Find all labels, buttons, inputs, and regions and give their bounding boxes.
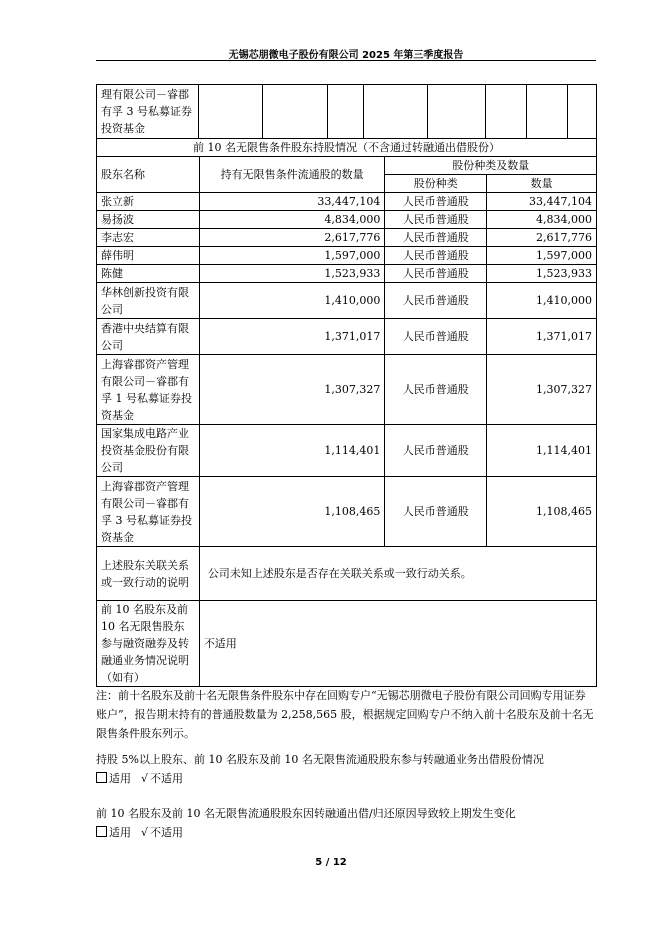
table-row: [97, 211, 597, 229]
empty-cell: [198, 85, 262, 139]
checkbox-empty-icon: [96, 772, 107, 783]
checkmark-icon: √: [141, 826, 149, 839]
relation-text: 公司未知上述股东是否存在关联关系或一致行动关系。: [199, 547, 596, 601]
col-header-type: 股份种类: [385, 175, 487, 193]
holder-quantity: 1,597,000: [199, 247, 385, 265]
holder-quantity: 2,617,776: [199, 229, 385, 247]
share-count: 1,114,401: [487, 425, 597, 477]
relation-label: 上述股东关联关系或一致行动的说明: [97, 547, 200, 601]
empty-cell: [428, 85, 486, 139]
share-count: 1,108,465: [487, 477, 597, 547]
holder-name: 易扬波: [97, 211, 200, 229]
table-row: [97, 265, 597, 283]
share-type: 人民币普通股: [385, 211, 487, 229]
section-change-title: 前 10 名股东及前 10 名无限售流通股股东因转融通出借/归还原因导致较上期发生变化: [96, 807, 516, 820]
share-type: 人民币普通股: [385, 265, 487, 283]
margin-trading-label: 前 10 名股东及前 10 名无限售股东参与融资融券及转融通业务情况说明（如有）: [97, 601, 200, 687]
relation-row: [97, 547, 597, 601]
option-applicable: 适用: [109, 772, 131, 785]
option-not-applicable: 不适用: [150, 826, 184, 839]
report-header: 无锡芯朋微电子股份有限公司 2025 年第三季度报告: [228, 50, 464, 61]
table-row: [97, 425, 597, 477]
table-row: [97, 283, 597, 319]
margin-trading-row: [97, 601, 597, 687]
section-change-options: [96, 823, 596, 842]
checkmark-icon: √: [141, 772, 149, 785]
share-type: 人民币普通股: [385, 247, 487, 265]
option-applicable: 适用: [109, 826, 131, 839]
table-row: [97, 229, 597, 247]
holder-quantity: 4,834,000: [199, 211, 385, 229]
holder-quantity: 1,410,000: [199, 283, 385, 319]
holder-name: 陈健: [97, 265, 200, 283]
share-type: 人民币普通股: [385, 425, 487, 477]
section-lending-options: [96, 769, 596, 788]
share-type: 人民币普通股: [385, 477, 487, 547]
holder-name: 张立新: [97, 193, 200, 211]
empty-cell: [486, 85, 527, 139]
share-count: 33,447,104: [487, 193, 597, 211]
top10-unrestricted-table: [96, 138, 597, 687]
share-count: 1,410,000: [487, 283, 597, 319]
share-count: 4,834,000: [487, 211, 597, 229]
holder-name: 薛伟明: [97, 247, 200, 265]
table-row: [97, 477, 597, 547]
holder-quantity: 1,523,933: [199, 265, 385, 283]
share-count: 1,307,327: [487, 355, 597, 425]
share-count: 1,523,933: [487, 265, 597, 283]
col-header-qty: 持有无限售条件流通股的数量: [199, 157, 385, 193]
col-header-count: 数量: [487, 175, 597, 193]
margin-trading-text: 不适用: [199, 601, 596, 687]
option-not-applicable: 不适用: [150, 772, 184, 785]
empty-cell: [527, 85, 568, 139]
share-count: 1,371,017: [487, 319, 597, 355]
share-type: 人民币普通股: [385, 319, 487, 355]
share-type: 人民币普通股: [385, 355, 487, 425]
checkbox-empty-icon: [96, 826, 107, 837]
header-rule: [96, 60, 596, 61]
table-row: [97, 247, 597, 265]
holder-quantity: 1,114,401: [199, 425, 385, 477]
col-header-name: 股东名称: [97, 157, 200, 193]
col-header-type-group: 股份种类及数量: [385, 157, 597, 175]
section-lending-title: 持股 5%以上股东、前 10 名股东及前 10 名无限售流通股股东参与转融通业务出借股份情况: [96, 753, 544, 766]
share-type: 人民币普通股: [385, 193, 487, 211]
holder-quantity: 1,108,465: [199, 477, 385, 547]
holder-name: 华林创新投资有限公司: [97, 283, 200, 319]
table-row: [97, 193, 597, 211]
empty-cell: [568, 85, 597, 139]
empty-cell: [263, 85, 328, 139]
share-count: 2,617,776: [487, 229, 597, 247]
page-number: 5 / 12: [315, 857, 347, 868]
continuation-table: [96, 84, 597, 139]
table-row: [97, 319, 597, 355]
continuation-holder-name: 理有限公司－睿郡有孚 3 号私募证券投资基金: [97, 85, 199, 139]
holder-quantity: 1,371,017: [199, 319, 385, 355]
share-type: 人民币普通股: [385, 229, 487, 247]
empty-cell: [328, 85, 364, 139]
holder-name: 香港中央结算有限公司: [97, 319, 200, 355]
empty-cell: [364, 85, 428, 139]
holder-quantity: 1,307,327: [199, 355, 385, 425]
holder-name: 上海睿郡资产管理有限公司－睿郡有孚 3 号私募证券投资基金: [97, 477, 200, 547]
holder-name: 李志宏: [97, 229, 200, 247]
holder-name: 国家集成电路产业投资基金股份有限公司: [97, 425, 200, 477]
table-title: 前 10 名无限售条件股东持股情况（不含通过转融通出借股份）: [97, 139, 597, 157]
footnote: 注：前十名股东及前十名无限售条件股东中存在回购专户“无锡芯朋微电子股份有限公司回购专用证券账户”，报告期末持有的普通股数量为 2,258,565 股，根据规定回购专户不纳入前十名股东及前十名无限售条件股东列示。: [96, 689, 594, 740]
share-count: 1,597,000: [487, 247, 597, 265]
holder-quantity: 33,447,104: [199, 193, 385, 211]
holder-name: 上海睿郡资产管理有限公司－睿郡有孚 1 号私募证券投资基金: [97, 355, 200, 425]
share-type: 人民币普通股: [385, 283, 487, 319]
table-row: [97, 355, 597, 425]
